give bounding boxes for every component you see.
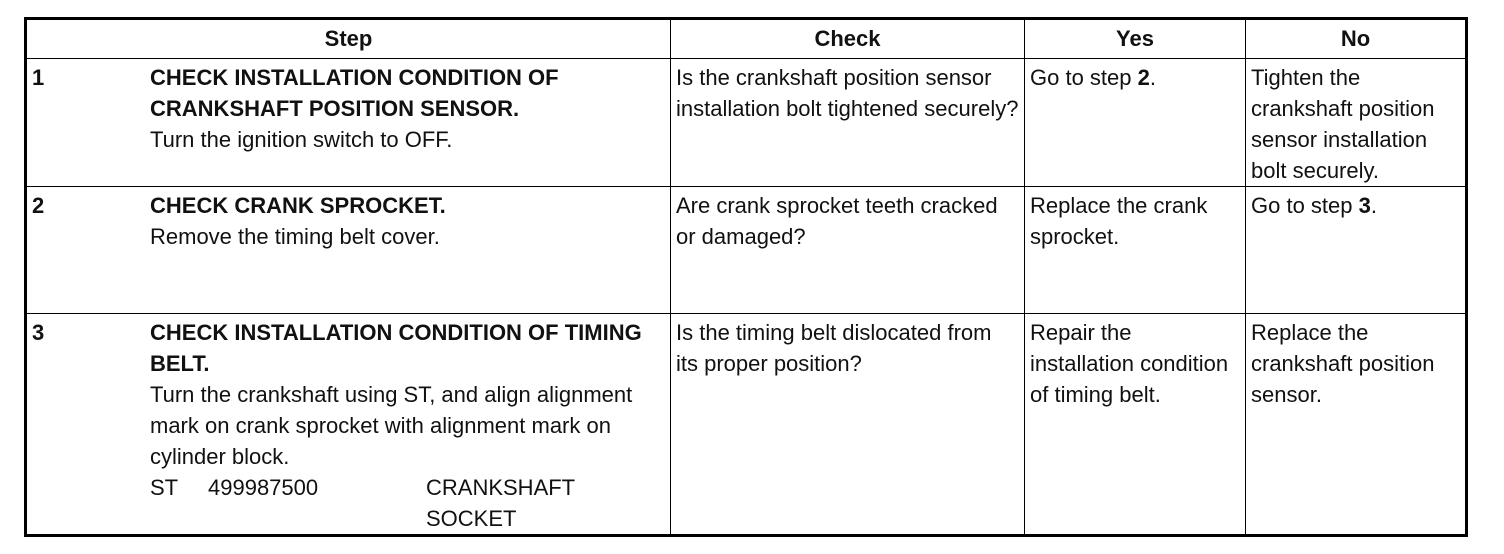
special-tool-name: CRANKSHAFT SOCKET: [426, 475, 575, 531]
step-instruction: Turn the crankshaft using ST, and align alignment mark on crank sprocket with alignment mark on cylinder block.: [150, 382, 633, 469]
special-tool-number: 499987500: [208, 475, 319, 500]
special-tool-line: [150, 472, 659, 534]
step-title: CHECK INSTALLATION CONDITION OF TIMING BELT.: [150, 320, 642, 376]
header-step: Step: [26, 19, 671, 59]
yes-cell: [1025, 314, 1246, 536]
special-tool-label: ST: [150, 475, 179, 500]
yes-text: Go to step: [1030, 65, 1138, 90]
no-cell: [1246, 59, 1467, 187]
table-row: [26, 314, 1467, 536]
step-title: CHECK INSTALLATION CONDITION OF CRANKSHAFT POSITION SENSOR.: [150, 65, 559, 121]
no-end: .: [1370, 193, 1377, 218]
step-number: 1: [32, 65, 45, 90]
header-row: [26, 19, 1467, 59]
step-number: 3: [32, 320, 45, 345]
no-text: Go to step: [1251, 193, 1359, 218]
table-row: [26, 59, 1467, 187]
yes-cell: [1025, 187, 1246, 314]
no-text: Tighten the crankshaft position sensor installation bolt securely.: [1251, 65, 1435, 183]
step-instruction: Remove the timing belt cover.: [150, 224, 440, 249]
step-cell: [26, 59, 671, 187]
no-cell: [1246, 187, 1467, 314]
header-check: Check: [671, 19, 1025, 59]
check-cell: Are crank sprocket teeth cracked or damaged?: [671, 187, 1025, 314]
no-cell: [1246, 314, 1467, 536]
check-cell: Is the timing belt dislocated from its proper position?: [671, 314, 1025, 536]
step-cell: [26, 187, 671, 314]
yes-text: Replace the crank sprocket.: [1030, 193, 1208, 249]
header-no: No: [1246, 19, 1467, 59]
step-title: CHECK CRANK SPROCKET.: [150, 193, 446, 218]
no-step-ref: 3: [1358, 193, 1371, 218]
yes-step-ref: 2: [1137, 65, 1150, 90]
yes-text: Repair the installation condition of timing belt.: [1030, 320, 1229, 407]
step-number: 2: [32, 193, 45, 218]
table-row: [26, 187, 1467, 314]
no-text: Replace the crankshaft position sensor.: [1251, 320, 1435, 407]
yes-cell: [1025, 59, 1246, 187]
step-cell: [26, 314, 671, 536]
diagnostic-table: [24, 17, 1468, 537]
step-instruction: Turn the ignition switch to OFF.: [150, 127, 453, 152]
header-yes: Yes: [1025, 19, 1246, 59]
yes-end: .: [1149, 65, 1156, 90]
check-cell: Is the crankshaft position sensor installation bolt tightened securely?: [671, 59, 1025, 187]
